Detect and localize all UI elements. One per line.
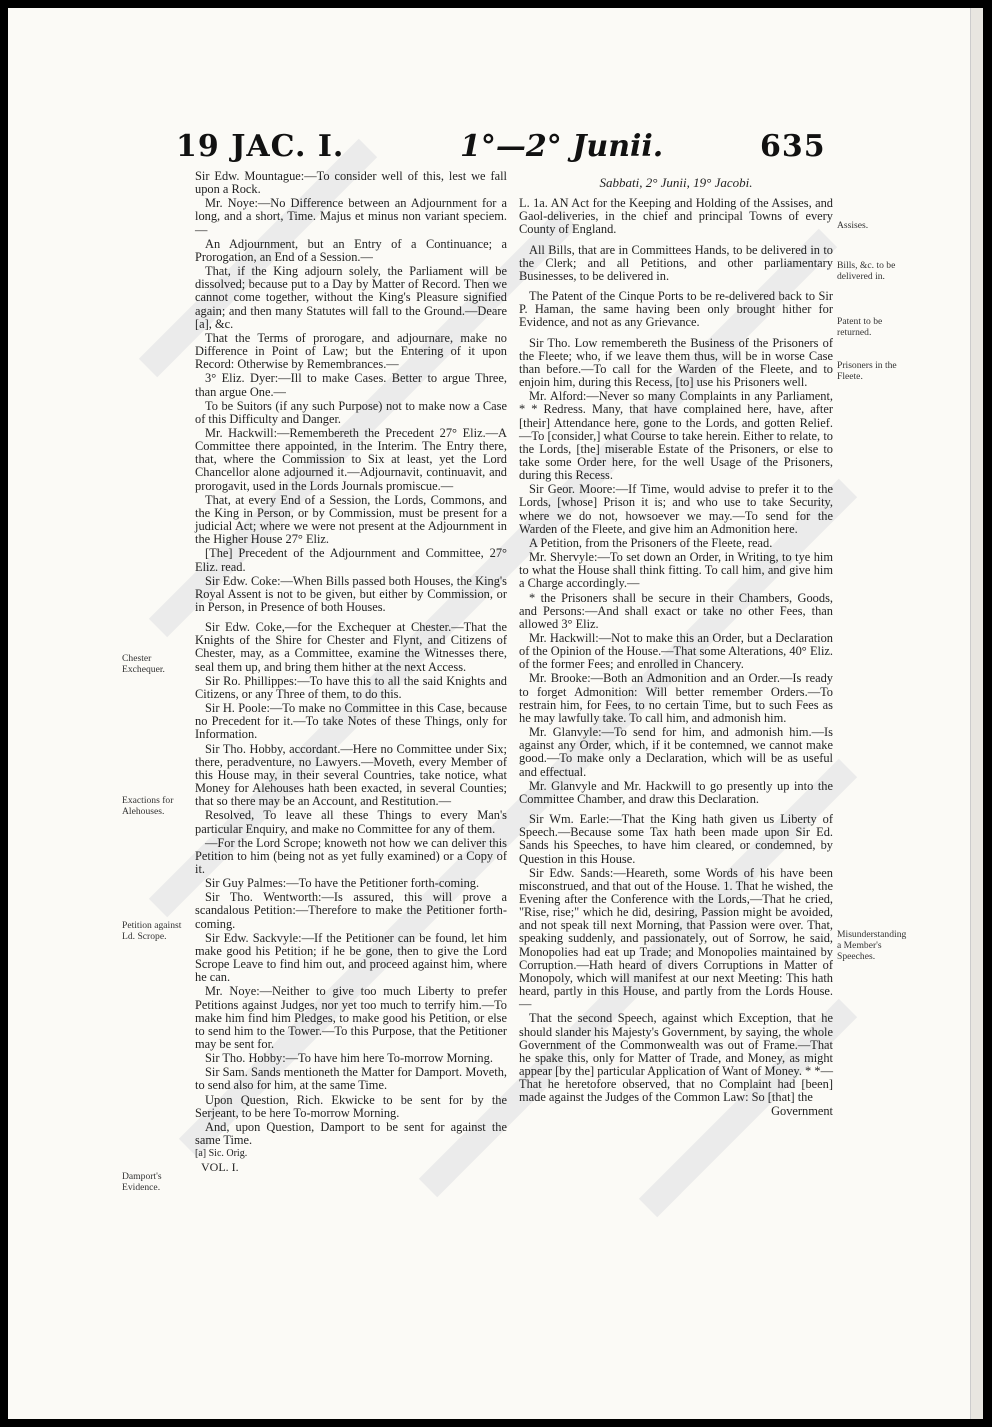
paragraph: Mr. Shervyle:—To set down an Order, in Writing, to tye him to what the House shall think fitting. To call him, and give him a Charge accordingly.— xyxy=(519,550,833,591)
paragraph: L. 1a. AN Act for the Keeping and Holding of the Assises, and Gaol-deliveries, in the chief and principal Towns of every County of England. xyxy=(519,196,833,237)
margin-note-scrope: Petition against Ld. Scrope. xyxy=(122,920,182,942)
margin-note-speeches: Misunderstanding a Member's Speeches. xyxy=(837,929,907,962)
paragraph: Resolved, To leave all these Things to every Man's particular Enquiry, and make no Committee for any of them. xyxy=(195,808,507,836)
margin-note-bills: Bills, &c. to be delivered in. xyxy=(837,260,896,282)
paragraph: A Petition, from the Prisoners of the Fleete, read. xyxy=(529,535,773,550)
paragraph: Sir Ro. Phillippes:—To have this to all the said Knights and Citizens, or any Three of them, to do this. xyxy=(195,673,507,701)
catchword: Government xyxy=(771,1104,833,1119)
volume-signature: VOL. I. xyxy=(201,1160,239,1175)
paragraph: Sir Tho. Hobby, accordant.—Here no Committee under Six; there, peradventure, no Lawyers.—Moveth, every Member of this House may, in their several Countries, take notice, what Money for Alehouses hath been exacted, in several Counties; that so there may be an Account, and Restitution.— xyxy=(195,741,507,809)
paragraph: Mr. Hackwill:—Remembereth the Precedent 27° Eliz.—A Committee there appointed, in the Interim. The Entry there, that, where the Commission to Six at least, yet the Lord Chancellor alone adjourned it.—Adjournavit, continuavit, and prorogavit, used in the Lords Journals promiscue.— xyxy=(195,425,507,493)
paragraph: [The] Precedent of the Adjournment and Committee, 27° Eliz. read. xyxy=(195,546,507,574)
paragraph: Sir Edw. Coke,—for the Exchequer at Chester.—That the Knights of the Shire for Chester and Flynt, and Citizens of Chester, may, as a Committee, examine the Witnesses there, seal them up, and bring them hither at the next Access. xyxy=(195,620,507,674)
paragraph: Mr. Glanvyle:—To send for him, and admonish him.—Is against any Order, which, if it be contemned, we cannot make good.—To make only a Declaration, which will be as useful and effectual. xyxy=(519,725,833,779)
paragraph: Mr. Glanvyle and Mr. Hackwill to go presently up into the Committee Chamber, and draw this Declaration. xyxy=(519,778,833,806)
margin-note-damport: Damport's Evidence. xyxy=(122,1171,162,1193)
paragraph: Sir H. Poole:—To make no Committee in this Case, because no Precedent for it.—To take Notes of these Things, only for Information. xyxy=(195,701,507,742)
left-column xyxy=(195,170,507,1175)
paragraph: The Patent of the Cinque Ports to be re-delivered back to Sir P. Haman, the same having been only brought hither for Evidence, and not as any Grievance. xyxy=(519,289,833,330)
paragraph: All Bills, that are in Committees Hands, to be delivered in to the Clerk; and all Petitions, and other parliamentary Businesses, to be delivered in. xyxy=(519,242,833,283)
paragraph: Upon Question, Rich. Ekwicke to be sent for by the Serjeant, to be here To-morrow Morning. xyxy=(195,1092,507,1120)
scanned-page xyxy=(8,8,983,1419)
right-column xyxy=(519,170,833,1120)
paragraph: * the Prisoners shall be secure in their Chambers, Goods, and Persons:—And shall exact or take no other Fees, than allowed 3° Eliz. xyxy=(519,590,833,631)
paragraph: 3° Eliz. Dyer:—Ill to make Cases. Better to argue Three, than argue One.— xyxy=(195,371,507,399)
footnote: [a] Sic. Orig. xyxy=(195,1148,248,1160)
paragraph: Sir Wm. Earle:—That the King hath given us Liberty of Speech.—Because some Tax hath been made upon Sir Ed. Sands his Speeches, to have him cleared, or condemned, by Question in this House. xyxy=(519,812,833,866)
margin-note-fleete: Prisoners in the Fleete. xyxy=(837,360,897,382)
paragraph: Sir Geor. Moore:—If Time, would advise to prefer it to the Lords, [whose] Prison it is; and who use to take Security, where we do not, howsoever we may.—To send for the Warden of the Fleete, and give him an Admonition here. xyxy=(519,482,833,536)
margin-note-patent: Patent to be returned. xyxy=(837,316,883,338)
paragraph: Sir Guy Palmes:—To have the Petitioner forth-coming. xyxy=(205,876,480,891)
paragraph: That, if the King adjourn solely, the Parliament will be dissolved; because put to a Day by Matter of Record. Then we cannot come together, without the King's Pleasure signified again; and then many Statutes will fall to the Ground.—Deare [a], &c. xyxy=(195,264,507,331)
page-number: 635 xyxy=(760,129,826,164)
paragraph: Sir Sam. Sands mentioneth the Matter for Damport. Moveth, to send also for him, at the same Time. xyxy=(195,1065,507,1093)
paragraph: Sir Edw. Sackvyle:—If the Petitioner can be found, let him make good his Petition; if he be gone, then to give the Lord Scrope Leave to find him out, and proceed against him, where he can. xyxy=(195,930,507,985)
page-edge xyxy=(970,8,983,1419)
paragraph: Mr. Noye:—Neither to give too much Liberty to prefer Petitions against Judges, nor yet too much to terrify him.—To make him find him Pledges, to make good his Petition, or else to send him to the Tower.—To this Purpose, that the Petitioner may be sent for. xyxy=(195,984,507,1051)
paragraph: —For the Lord Scrope; knoweth not how we can deliver this Petition to him (being not as yet fully examined) or a Copy of it. xyxy=(195,835,507,876)
paragraph: Mr. Noye:—No Difference between an Adjournment for a long, and a short, Time. Majus et minus non variant speciem.— xyxy=(195,196,507,237)
margin-note-alehouses: Exactions for Alehouses. xyxy=(122,795,174,817)
paragraph: Sir Tho. Low remembereth the Business of the Prisoners of the Fleete; who, if we leave them thus, will be in worse Case than before.—To call for the Warden of the Fleete, and to enjoin him, during this Recess, [to] use his Prisoners well. xyxy=(519,335,833,390)
paragraph: Mr. Brooke:—Both an Admonition and an Order.—Is ready to forget Admonition: Will better remember Orders.—To restrain him, for Fees, to no certain Time, but to such Fees as he may lawfully take. To call him, and admonish him. xyxy=(519,671,833,725)
paragraph: To be Suitors (if any such Purpose) not to make now a Case of this Difficulty and Danger. xyxy=(195,398,507,426)
paragraph: Sir Edw. Coke:—When Bills passed both Houses, the King's Royal Assent is not to be given, but either by Commission, or in Person, in Presence of both Houses. xyxy=(195,573,507,614)
paragraph: That the Terms of prorogare, and adjournare, make no Difference in Point of Law; but the Entering of it upon Record: Otherwise by Remembrances.— xyxy=(195,330,507,372)
paragraph: Sir Tho. Hobby:—To have him here To-morrow Morning. xyxy=(205,1051,493,1066)
paragraph: That the second Speech, against which Exception, that he should slander his Majesty's Government, by saying, the whole Government of the Commonwealth was out of Frame.—That he spake this, only for Matter of Trade, and Money, as might appear [by the] particular Application of Want of Money. * *—That he heretofore observed, that no Complaint had [been] made against the Judges of the Common Law: So [that] the xyxy=(519,1011,833,1105)
paragraph: And, upon Question, Damport to be sent for against the same Time. xyxy=(195,1119,507,1148)
running-head-left: 19 JAC. I. xyxy=(176,129,345,164)
margin-note-chester: Chester Exchequer. xyxy=(122,653,165,675)
paragraph: An Adjournment, but an Entry of a Continuance; a Prorogation, an End of a Session.— xyxy=(195,236,507,264)
sitting-date: Sabbati, 2° Junii, 19° Jacobi. xyxy=(599,175,753,190)
paragraph: Mr. Hackwill:—Not to make this an Order, but a Declaration of the Opinion of the House.—That some Alterations, 40° Eliz. of the former Fees; and enrolled in Chancery. xyxy=(519,631,833,672)
paragraph: Mr. Alford:—Never so many Complaints in any Parliament, * * Redress. Many, that have complained here, have, after [their] Attendance here, gone to the Lords, and gotten Relief.—To [consider,] what Course to take herein. Either to relate, to the Lords, [the] miserable Estate of the Prisoners, or else to take some Order here, for the well Usage of the Prisoners, during this Recess. xyxy=(519,389,833,483)
paragraph: Sir Tho. Wentworth:—Is assured, this will prove a scandalous Petition:—Therefore to make the Petitioner forth-coming. xyxy=(195,890,507,931)
paragraph: That, at every End of a Session, the Lords, Commons, and the King in Person, or by Commission, must be present for a judicial Act; where we were not present at the Adjournment in the Higher House 27° Eliz. xyxy=(195,492,507,547)
running-head-date: 1°—2° Junii. xyxy=(460,129,664,164)
paragraph: Sir Edw. Mountague:—To consider well of this, lest we fall upon a Rock. xyxy=(195,169,507,197)
margin-note-assises: Assises. xyxy=(837,220,869,231)
paragraph: Sir Edw. Sands:—Heareth, some Words of his have been misconstrued, and that out of the House. 1. That he wished, the Evening after the Conference with the Lords,—That he cried, "Rise, rise;" which he did, desiring, Passion might be avoided, and not speak till next Morning, that Passion were over. That, speaking suddenly, and passionately, out of Sorrow, he said, Monopolies had eat up Trade; and Monopolies maintained by Corruption.—Hath heard of divers Corruptions in Matter of Monopoly, which will manifest at our next Meeting: This hath heard, partly in this House, and partly from the Lords House.— xyxy=(519,865,833,1012)
